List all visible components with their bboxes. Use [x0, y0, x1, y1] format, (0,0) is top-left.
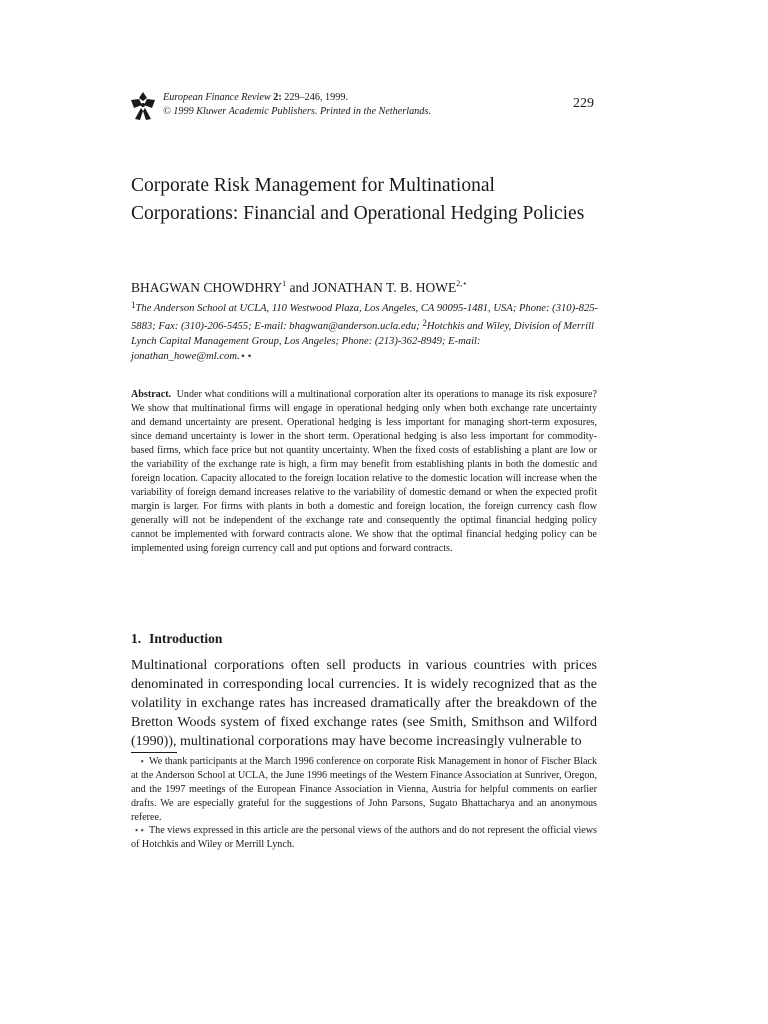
- affil-2-mark: 2: [422, 318, 427, 328]
- journal-citation: [163, 91, 431, 119]
- affiliations: [131, 298, 601, 364]
- footnote-1-text: We thank participants at the March 1996 conference on corporate Risk Management in honor of Fischer Black at the Anderson School at UCLA, the June 1996 meetings of the Western Finance Association at Sunriver, Oregon, and the 1997 meetings of the European Finance Association in Vienna, Austria for helpful comments on earlier drafts. We are especially grateful for the suggestions of John Parsons, Sugato Bhattacharya and an anonymous referee.: [131, 756, 597, 823]
- publisher-logo-icon: [131, 92, 155, 120]
- abstract-text: Under what conditions will a multinational corporation alter its operations to manage its risk exposure? We show that multinational firms will engage in operational hedging only when both exchange rate uncertainty and demand uncertainty are present. Operational hedging is less important for managing short-term exposures, since demand uncertainty is lower in the short term. Operational hedging is also less important for commodity-based firms, which face price but not quantity uncertainty. When the fixed costs of establishing a plant are low or the variability of the exchange rate is high, a firm may benefit from establishing plants in both the domestic and foreign location. Capacity allocated to the foreign location relative to the domestic location will increase when the variability of foreign demand increases relative to the variability of domestic demand or when the expected profit margin is larger. For firms with plants in both a domestic and foreign location, the foreign currency cash flow generally will not be independent of the exchange rate and consequently the optimal financial hedging policy cannot be implemented with forward contracts alone. We show that the optimal financial hedging policy can be implemented using foreign currency call and put options and forward contracts.: [131, 389, 597, 554]
- introduction-paragraph: Multinational corporations often sell products in various countries with prices denominated in corresponding local currencies. It is widely recognized that as the volatility in exchange rates has increased dramatically after the breakdown of the Bretton Woods system of fixed exchange rates (see Smith, Smithson and Wilford (1990)), multinational corporations may have become increasingly vulnerable to: [131, 658, 597, 749]
- footnote-1-mark: ⋆: [139, 756, 145, 766]
- footnote-rule: [131, 752, 177, 753]
- author-1: BHAGWAN CHOWDHRY: [131, 280, 283, 295]
- author-1-mark: 1: [282, 279, 287, 288]
- author-join: and: [286, 280, 313, 295]
- journal-volume: 2:: [273, 92, 282, 103]
- author-2: JONATHAN T. B. HOWE: [312, 280, 457, 295]
- copyright-line: © 1999 Kluwer Academic Publishers. Printed in the Netherlands.: [163, 106, 431, 117]
- page-number: 229: [573, 96, 594, 111]
- section-number: 1.: [131, 631, 142, 646]
- journal-name: European Finance Review: [163, 92, 271, 103]
- affil-2: Hotchkis and Wiley, Division of Merrill Lynch Capital Management Group, Los Angeles; Phone: (213)-362-8949; E-mail: jonathan_howe@ml.com.: [131, 321, 594, 362]
- abstract: [131, 388, 597, 556]
- article-title: Corporate Risk Management for Multinational Corporations: Financial and Operational Hedging Policies: [131, 175, 585, 224]
- journal-line: [163, 91, 431, 105]
- affil-1-mark: 1: [131, 300, 136, 310]
- author-2-mark: 2,⋆: [456, 279, 468, 288]
- footnote-2-mark: ⋆⋆: [133, 825, 145, 835]
- section-heading: [131, 631, 222, 647]
- affil-1: The Anderson School at UCLA, 110 Westwood Plaza, Los Angeles, CA 90095-1481, USA; Phone: (310)-825-5883; Fax: (310)-206-5455; E-mail: bhagwan@anderson.ucla.edu;: [131, 303, 599, 332]
- footnote-2: [131, 823, 597, 852]
- footnote-2-text: The views expressed in this article are the personal views of the authors and do not represent the official views of Hotchkis and Wiley or Merrill Lynch.: [131, 825, 597, 850]
- abstract-label: Abstract.: [131, 389, 172, 400]
- journal-pages: 229–246, 1999.: [284, 92, 348, 103]
- affil-2-suffix: ⋆⋆: [239, 351, 253, 362]
- author-line: [131, 279, 467, 296]
- footnote-1: [131, 754, 597, 825]
- section-title: Introduction: [149, 631, 223, 646]
